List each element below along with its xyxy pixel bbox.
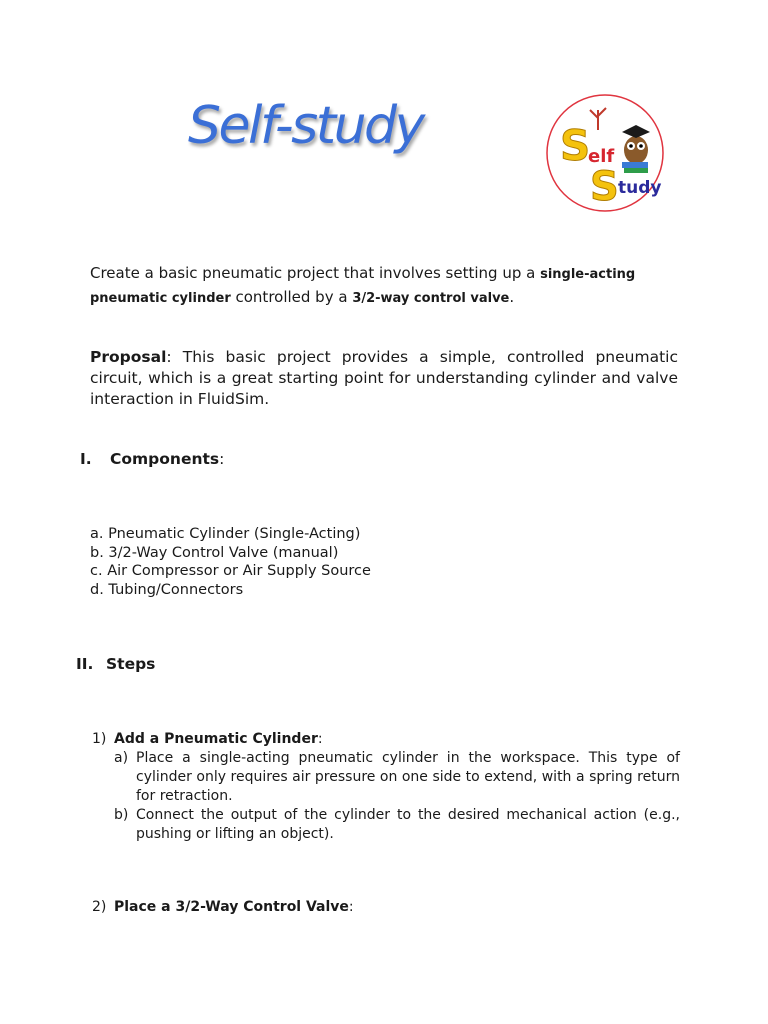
step-2: 2) Place a 3/2-Way Control Valve:	[92, 899, 354, 915]
list-item: b. 3/2-Way Control Valve (manual)	[90, 544, 339, 561]
svg-text:S: S	[590, 164, 619, 210]
list-item: a. Pneumatic Cylinder (Single-Acting)	[90, 526, 361, 542]
svg-text:S: S	[560, 121, 591, 170]
list-item: c. Air Compressor or Air Supply Source	[90, 563, 371, 579]
svg-text:elf: elf	[588, 146, 615, 167]
page-title: Self-study	[188, 96, 423, 156]
section-heading-components: I. Components:	[80, 450, 225, 468]
section-heading-steps: II. Steps	[76, 655, 156, 673]
components-list	[90, 525, 371, 599]
list-item: d. Tubing/Connectors	[90, 581, 244, 598]
substep-b: b) Connect the output of the cylinder to the desired mechanical action (e.g., pushing or lifting an object).	[114, 807, 680, 842]
substep-a: a) Place a single-acting pneumatic cylinder in the workspace. This type of cylinder only requires air pressure on one side to extend, with a spring return for retraction.	[114, 750, 680, 804]
self-study-logo	[544, 92, 666, 214]
proposal-label: Proposal	[90, 348, 167, 366]
intro-paragraph: Create a basic pneumatic project that involves setting up a single-acting pneumatic cylinder controlled by a 3/2-way control valve.	[90, 264, 636, 306]
proposal-paragraph: Proposal: This basic project provides a simple, controlled pneumatic circuit, which is a great starting point for understanding cylinder and valve interaction in FluidSim.	[90, 348, 678, 408]
svg-text:tudy: tudy	[618, 178, 662, 198]
step-1: 1) Add a Pneumatic Cylinder: a) Place a single-acting pneumatic cylinder in the workspace. This type of cylinder only requires air pressure on one side to extend, with a spring return for retraction. b) Connect the output of the cylinder to the desired mechanical action (e.g., pushing or lifting an object).	[92, 731, 680, 842]
